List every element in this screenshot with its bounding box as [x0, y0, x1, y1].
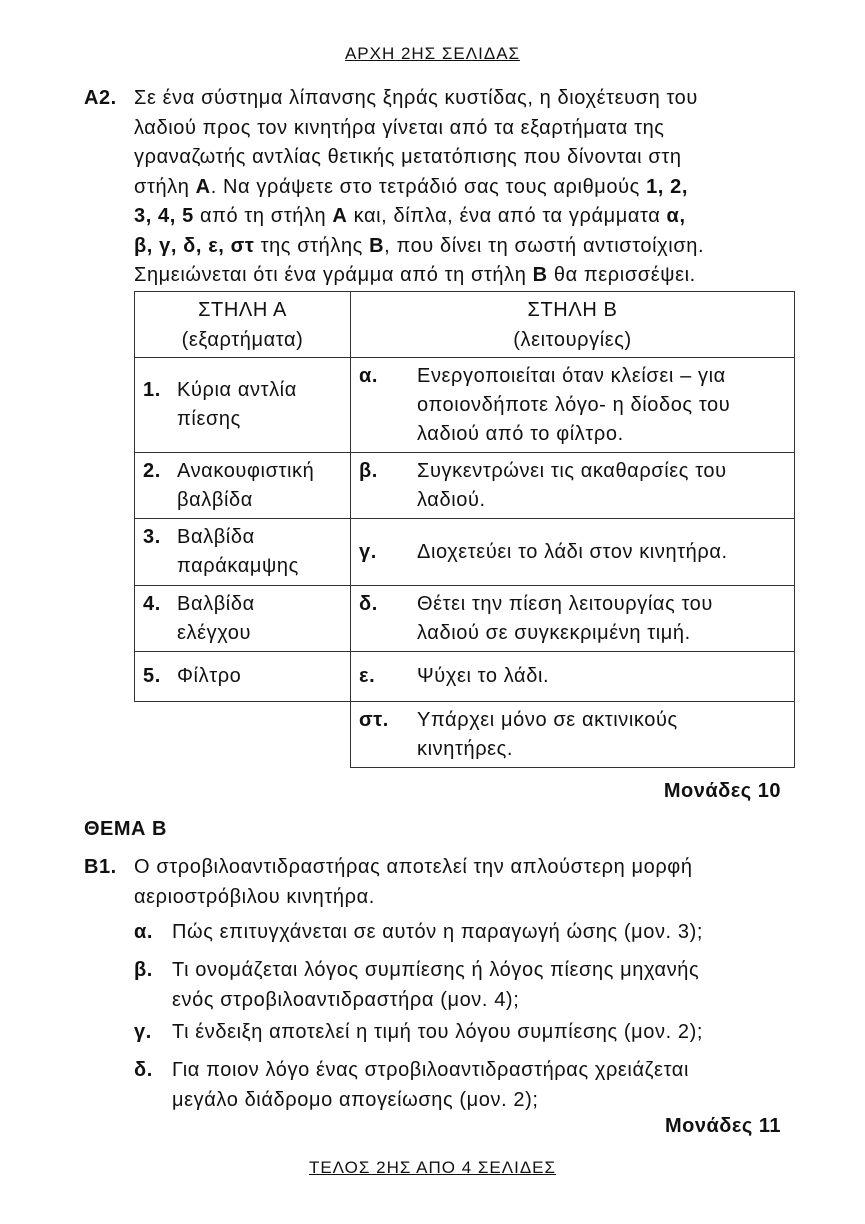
column-b-item-c: γ. Διοχετεύει το λάδι στον κινητήρα. [351, 519, 795, 586]
column-b-header: ΣΤΗΛΗ Β (λειτουργίες) [351, 292, 795, 358]
theme-b-heading: ΘΕΜΑ Β [84, 818, 167, 840]
a2-line: στήλη Α. Να γράψετε στο τετράδιό σας τους αριθμούς 1, 2, [134, 175, 688, 198]
a2-line: λαδιού προς τον κινητήρα γίνεται από τα εξαρτήματα της [134, 116, 665, 139]
column-b-item-d: δ. Θέτει την πίεση λειτουργίας του λαδιού σε συγκεκριμένη τιμή. [351, 586, 795, 652]
column-a-item-2: 2. Ανακουφιστική βαλβίδα [135, 453, 351, 519]
column-a-item-1: 1. Κύρια αντλία πίεσης [135, 358, 351, 453]
page-footer: ΤΕΛΟΣ 2ΗΣ ΑΠΟ 4 ΣΕΛΙΔΕΣ [308, 1158, 557, 1177]
column-a-empty-cell [135, 702, 351, 768]
column-a-item-5: 5. Φίλτρο [135, 652, 351, 702]
exam-page: ΑΡΧΗ 2ΗΣ ΣΕΛΙΔΑΣ Α2. Σε ένα σύστημα λίπανσης ξηράς κυστίδας, η διοχέτευση του λαδιού προς τον κινητήρα γίνεται από τα εξαρτήματα της γραναζωτής αντλίας θετικής μετατόπισης που δίνονται στη στήλη Α. Να γράψετε στο τετράδιό σας τους αριθμούς 1, 2, 3, 4, 5 από τη στήλη Α και, δίπλα, ένα από τα γράμματα α, β, γ, δ, ε, στ της στήλης Β, που δίνει τη σωστή αντιστοίχιση. Σημειώνεται ότι ένα γράμμα από τη στήλη Β θα περισσέψει. ΣΤΗΛΗ Α (εξαρτήματα) ΣΤΗΛΗ Β (λειτουργίες) 1. Κύρια αντλία πίεσης α. Ενεργοποιείται όταν κλείσει – για οποιονδήποτε λόγο- η δίοδος του λαδιού από το φίλτρο. 2. Ανακουφιστική βαλβίδα β. Συγκεντρώνει τις ακαθαρσίες του λαδιού. 3. Βαλβίδα παράκαμψης γ. Διοχετεύει το λάδι στον κινητήρα. 4. Βαλβίδα ελέγχου δ. Θέτει την πίεση λειτουργίας του λαδιού σε συγκεκριμένη τιμή. 5. Φίλτρο ε. Ψύχει το λάδι. στ. Υπάρχει μόνο σε ακτινικούς κινητήρες. Μονάδες 10 ΘΕΜΑ Β Β1. Ο στροβιλοαντιδραστήρας αποτελεί την απλούστερη μορφή αεριοστρόβιλου κινητήρα. α. Πώς επιτυγχάνεται σε αυτόν η παραγωγή ώσης (μον. 3); β. Τι ονομάζεται λόγος συμπίεσης ή λόγος πίεσης μηχανής ενός στροβιλοαντιδραστήρα (μον. 4); γ. Τι ένδειξη αποτελεί η τιμή του λόγου συμπίεσης (μον. 2); δ. Για ποιον λόγο ένας στροβιλοαντιδραστήρας χρειάζεται μεγάλο διάδρομο απογείωσης (μον. 2); Μονάδες 11 ΤΕΛΟΣ 2ΗΣ ΑΠΟ 4 ΣΕΛΙΔΕΣ [0, 0, 865, 1224]
page-header: ΑΡΧΗ 2ΗΣ ΣΕΛΙΔΑΣ [344, 44, 521, 63]
question-b1-number: Β1. [84, 856, 117, 878]
column-a-item-4: 4. Βαλβίδα ελέγχου [135, 586, 351, 652]
column-a-header: ΣΤΗΛΗ Α (εξαρτήματα) [135, 292, 351, 358]
a2-line: γραναζωτής αντλίας θετικής μετατόπισης που δίνονται στη [134, 146, 682, 168]
units-b1: Μονάδες 11 [664, 1115, 781, 1137]
b1-line: Ο στροβιλοαντιδραστήρας αποτελεί την απλούστερη μορφή [134, 856, 693, 878]
question-a2-text [134, 84, 782, 291]
question-b1-text [134, 853, 782, 912]
column-b-item-e: ε. Ψύχει το λάδι. [351, 652, 795, 702]
a2-line: Σημειώνεται ότι ένα γράμμα από τη στήλη Β θα περισσέψει. [134, 264, 696, 286]
question-a2-number: Α2. [84, 87, 117, 109]
column-b-item-st: στ. Υπάρχει μόνο σε ακτινικούς κινητήρες. [351, 702, 795, 768]
units-a2: Μονάδες 10 [663, 780, 781, 802]
matching-table [134, 291, 795, 768]
a2-line: β, γ, δ, ε, στ της στήλης Β, που δίνει τη σωστή αντιστοίχιση. [134, 234, 705, 257]
column-a-item-3: 3. Βαλβίδα παράκαμψης [135, 519, 351, 586]
column-b-item-a: α. Ενεργοποιείται όταν κλείσει – για οποιονδήποτε λόγο- η δίοδος του λαδιού από το φίλτρο. [351, 358, 795, 453]
b1-line: αεριοστρόβιλου κινητήρα. [134, 885, 375, 908]
column-b-item-b: β. Συγκεντρώνει τις ακαθαρσίες του λαδιού. [351, 453, 795, 519]
a2-line: 3, 4, 5 από τη στήλη Α και, δίπλα, ένα από τα γράμματα α, [134, 205, 686, 227]
a2-line: Σε ένα σύστημα λίπανσης ξηράς κυστίδας, η διοχέτευση του [134, 87, 698, 109]
